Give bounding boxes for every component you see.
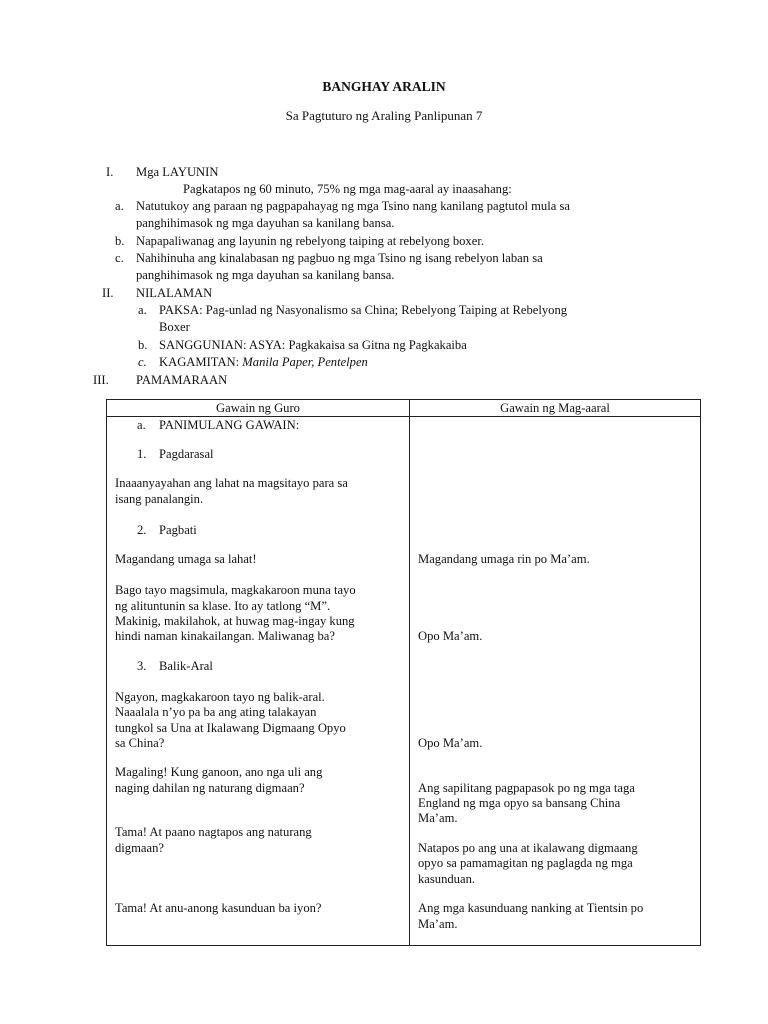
guro-text: Ngayon, magkakaroon tayo ng balik-aral. [115, 690, 325, 704]
list-item-text [159, 354, 368, 370]
list-item-text: Boxer [159, 320, 190, 334]
guro-text: Magaling! Kung ganoon, ano nga uli ang [115, 765, 323, 779]
guro-column [107, 417, 410, 946]
guro-text: isang panalangin. [115, 492, 204, 506]
magaaral-text: Ang sapilitang pagpapasok po ng mga taga [418, 781, 635, 795]
list-label: c. [138, 355, 147, 369]
column-header-guro: Gawain ng Guro [107, 400, 410, 417]
list-label: a. [115, 199, 124, 213]
list-label: a. [138, 303, 147, 317]
guro-text: Tama! At anu-anong kasunduan ba iyon? [115, 901, 322, 915]
step-label: Pagdarasal [159, 447, 214, 461]
guro-text: hindi naman kinakailangan. Maliwanag ba? [115, 629, 335, 643]
step-label: Pagbati [159, 523, 197, 537]
magaaral-text: Natapos po ang una at ikalawang digmaang [418, 841, 638, 855]
guro-text: Bago tayo magsimula, magkakaroon muna tayo [115, 583, 356, 597]
step-number: 3. [137, 659, 147, 673]
guro-text: ng alituntunin sa klase. Ito ay tatlong “M”. [115, 599, 331, 613]
magaaral-text: England ng mga opyo sa bansang China [418, 796, 621, 810]
guro-text: Inaaanyayahan ang lahat na magsitayo para sa [115, 476, 348, 490]
list-label: b. [138, 338, 148, 352]
activity-heading: PANIMULANG GAWAIN: [159, 418, 300, 432]
list-item-text: PAKSA: Pag-unlad ng Nasyonalismo sa China; Rebelyong Taiping at Rebelyong [159, 303, 568, 317]
section-number-1: I. [106, 165, 114, 179]
guro-text: Tama! At paano nagtapos ang naturang [115, 825, 312, 839]
section-intro: Pagkatapos ng 60 minuto, 75% ng mga mag-aaral ay inaasahang: [183, 182, 512, 196]
magaaral-text: kasunduan. [418, 872, 476, 886]
section-heading-pamamaraan: PAMAMARAAN [136, 373, 228, 387]
magaaral-text: Ma’am. [418, 811, 458, 825]
guro-text: Naaalala n’yo pa ba ang ating talakayan [115, 705, 317, 719]
section-number-2: II. [102, 286, 114, 300]
magaaral-text: Opo Ma’am. [418, 736, 483, 750]
kagamitan-materials: Manila Paper, Pentelpen [242, 355, 368, 369]
kagamitan-label: KAGAMITAN: [159, 355, 243, 369]
document-subtitle: Sa Pagtuturo ng Araling Panlipunan 7 [285, 108, 483, 123]
list-item-text: panghihimasok ng mga dayuhan sa kanilang bansa. [136, 268, 395, 282]
guro-text: naging dahilan ng naturang digmaan? [115, 781, 305, 795]
document-title: BANGHAY ARALIN [322, 79, 446, 94]
guro-text: Makinig, makilahok, at huwag mag-ingay kung [115, 614, 355, 628]
list-item-text: Nahihinuha ang kinalabasan ng pagbuo ng mga Tsino ng isang rebelyon laban sa [136, 251, 543, 265]
magaaral-column [410, 417, 701, 946]
magaaral-text: Opo Ma’am. [418, 629, 483, 643]
section-number-3: III. [93, 373, 109, 387]
magaaral-text: Ang mga kasunduang nanking at Tientsin po [418, 901, 644, 915]
section-heading-nilalaman: NILALAMAN [136, 286, 213, 300]
magaaral-text: Ma’am. [418, 917, 458, 931]
column-header-magaaral: Gawain ng Mag-aaral [410, 400, 701, 417]
list-label: a. [137, 418, 146, 432]
guro-text: Magandang umaga sa lahat! [115, 552, 257, 566]
list-item-text: Napapaliwanag ang layunin ng rebelyong taiping at rebelyong boxer. [136, 234, 484, 248]
list-item-text: SANGGUNIAN: ASYA: Pagkakaisa sa Gitna ng Pagkakaiba [159, 338, 467, 352]
list-item-text: panghihimasok ng mga dayuhan sa kanilang bansa. [136, 216, 395, 230]
step-number: 1. [137, 447, 147, 461]
step-number: 2. [137, 523, 147, 537]
list-item-text: Natutukoy ang paraan ng pagpapahayag ng mga Tsino nang kanilang pagtutol mula sa [136, 199, 570, 213]
lesson-procedure-table [106, 399, 701, 946]
magaaral-text: Magandang umaga rin po Ma’am. [418, 552, 590, 566]
list-label: b. [115, 234, 125, 248]
guro-text: sa China? [115, 736, 165, 750]
guro-text: digmaan? [115, 841, 164, 855]
guro-text: tungkol sa Una at Ikalawang Digmaang Opyo [115, 721, 346, 735]
section-heading-layunin: Mga LAYUNIN [136, 165, 219, 179]
step-label: Balik-Aral [159, 659, 213, 673]
magaaral-text: opyo sa pamamagitan ng paglagda ng mga [418, 856, 633, 870]
list-label: c. [115, 251, 124, 265]
